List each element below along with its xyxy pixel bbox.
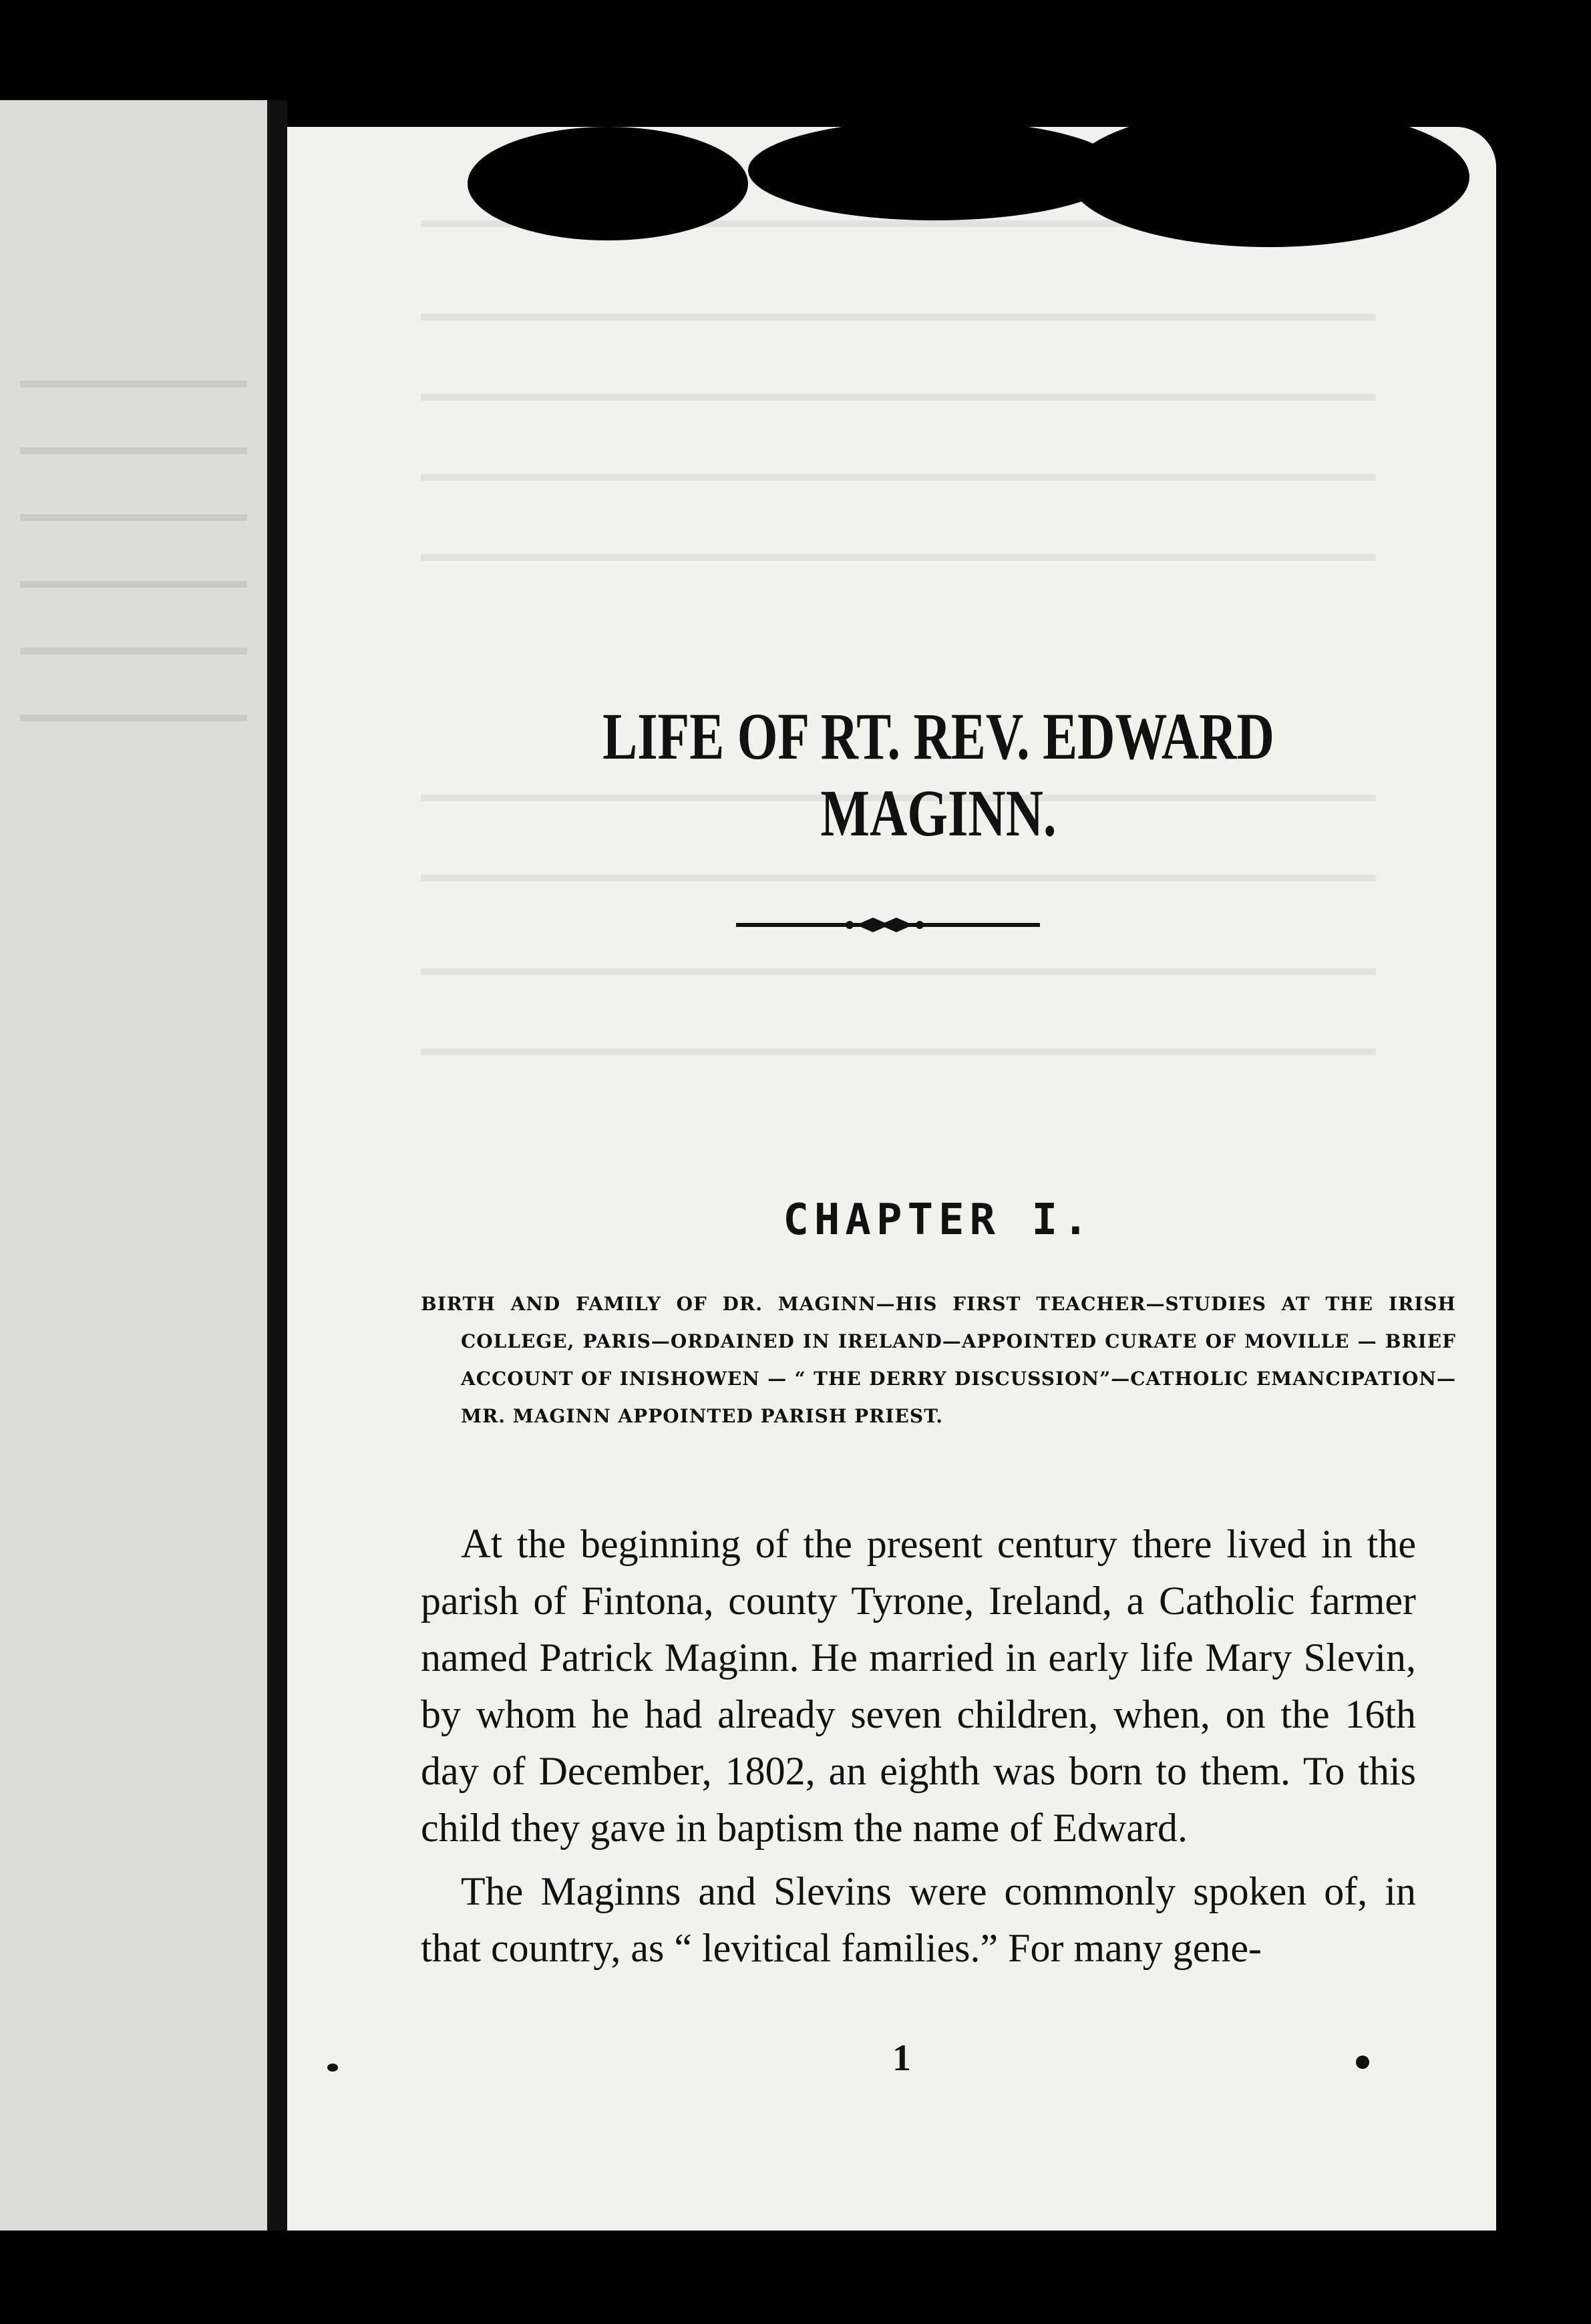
torn-edge [1069, 107, 1469, 247]
bleed-through-line [421, 554, 1376, 561]
bleed-through-line [421, 1048, 1376, 1055]
book-page [287, 127, 1496, 2231]
paragraph-lead-word: At [461, 1521, 502, 1567]
bleed-through-line [20, 581, 247, 588]
bleed-through-line [20, 514, 247, 521]
paragraph [421, 1516, 1416, 1857]
ink-speck [1356, 2056, 1369, 2069]
chapter-summary: BIRTH AND FAMILY OF DR. MAGINN—HIS FIRST TEACHER—STUDIES AT THE IRISH COLLEGE, PARIS—ORDAINED IN IRELAND—APPOINTED CURATE OF MOVILLE — BRIEF ACCOUNT OF INISHOWEN — “ THE DERRY DISCUSSION”—CATHOLIC EMANCIPATION—MR. MAGINN APPOINTED PARISH PRIEST. [421, 1293, 1456, 1427]
bleed-through-line [20, 715, 247, 721]
body-text [421, 1516, 1416, 1977]
bleed-through-line [20, 381, 247, 387]
paragraph: The Maginns and Slevins were commonly spoken of, in that country, as “ levitical families.” For many gene- [421, 1869, 1416, 1970]
bleed-through-line [421, 968, 1376, 975]
bleed-through-line [20, 648, 247, 654]
bleed-through-line [421, 394, 1376, 401]
page-number: 1 [892, 2038, 911, 2079]
bleed-through-line [421, 314, 1376, 321]
torn-edge [748, 120, 1122, 220]
chapter-heading: CHAPTER I. [783, 1195, 1094, 1245]
paragraph-text: the beginning of the present century there lived in the parish of Fintona, county Tyrone, Ireland, a Catholic farmer named Patrick Maginn. He married in early life Mary Slevin, by whom he had already seven children, when, on the 16th day of December, 1802, an eighth was born to them. To this child they gave in baptism the name of Edward. [421, 1522, 1416, 1850]
torn-edge [468, 127, 748, 240]
ornamental-rule [736, 915, 1040, 935]
bleed-through-line [421, 474, 1376, 481]
book-gutter [267, 100, 287, 2231]
bleed-through-line [421, 875, 1376, 882]
ink-speck [327, 2064, 338, 2072]
facing-page [0, 100, 269, 2231]
book-title: LIFE OF RT. REV. EDWARD MAGINN. [602, 699, 1274, 850]
bleed-through-line [20, 447, 247, 454]
